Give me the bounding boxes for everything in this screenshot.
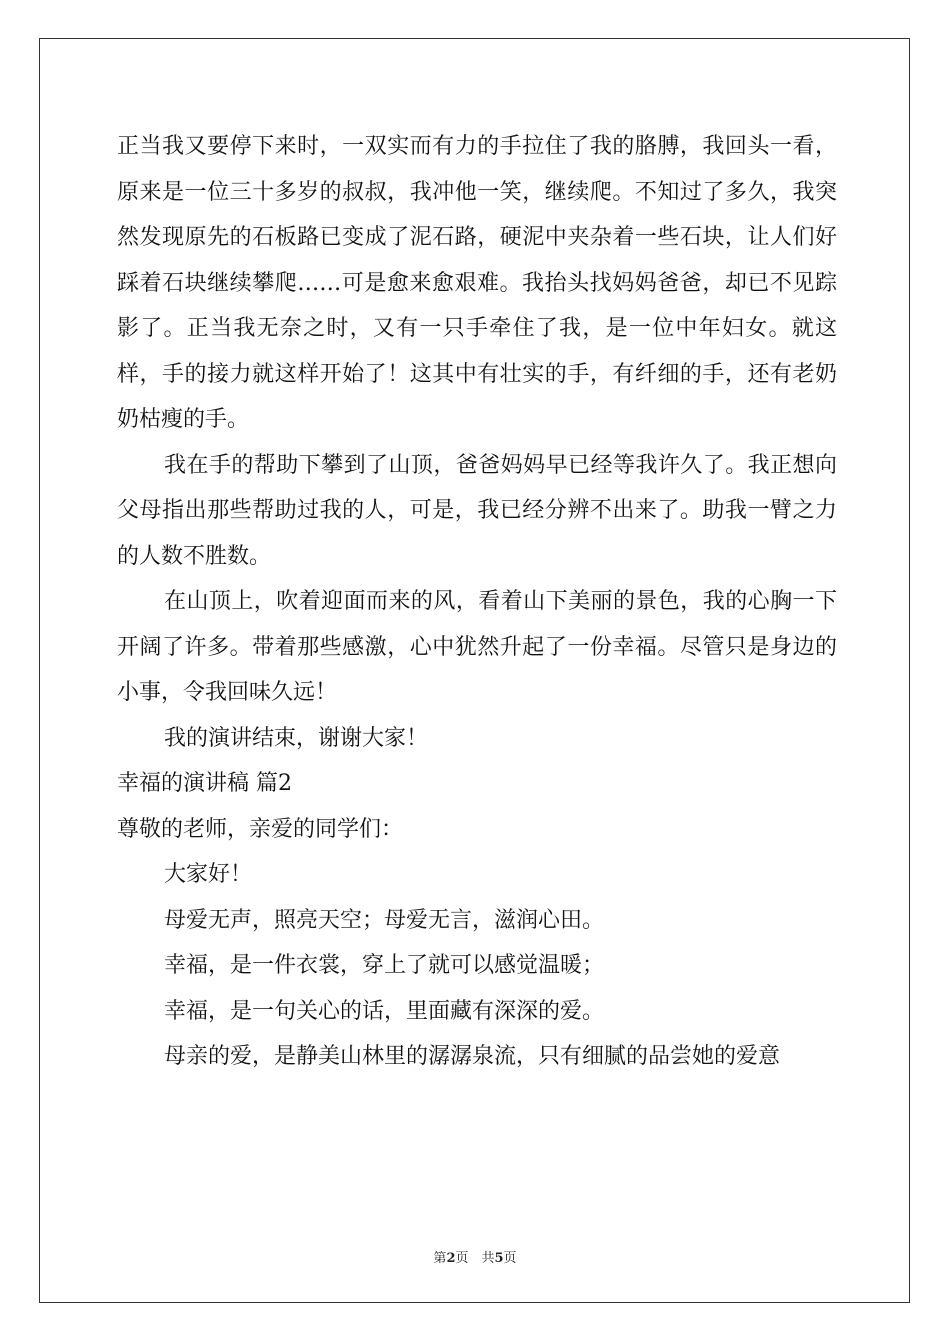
paragraph: 母亲的爱，是静美山林里的潺潺泉流，只有细腻的品尝她的爱意 (164, 1044, 781, 1069)
paragraph: 母爱无声，照亮天空；母爱无言，滋润心田。 (164, 907, 605, 933)
salutation: 尊敬的老师，亲爱的同学们： (117, 816, 404, 842)
paragraph: 在山顶上，吹着迎面而来的风，看着山下美丽的景色，我的心胸一下开阔了许多。带着那些感激，心中犹然升起了一份幸福。尽管只是身边的小事，令我回味久远！ (117, 589, 837, 705)
greeting: 大家好！ (164, 862, 253, 887)
page-footer (0, 1247, 950, 1266)
paragraph: 幸福，是一件衣裳，穿上了就可以感觉温暖； (164, 953, 605, 978)
page-suffix: 页 (503, 1251, 517, 1266)
page-total: 5 (494, 1251, 504, 1266)
paragraph: 正当我又要停下来时，一双实而有力的手拉住了我的胳膊，我回头一看，原来是一位三十多岁的叔叔，我冲他一笑，继续爬。不知过了多久，我突然发现原先的石板路已变成了泥石路，硬泥中夹杂着一些石块，让人们好踩着石块继续攀爬……可是愈来愈艰难。我抬头找妈妈爸爸，却已不见踪影了。正当我无奈之时，又有一只手牵住了我，是一位中年妇女。就这样，手的接力就这样开始了！这其中有壮实的手，有纤细的手，还有老奶奶枯瘦的手。 (117, 134, 837, 432)
page-current: 2 (446, 1251, 456, 1266)
paragraph: 我在手的帮助下攀到了山顶，爸爸妈妈早已经等我许久了。我正想向父母指出那些帮助过我的人，可是，我已经分辨不出来了。助我一臂之力的人数不胜数。 (117, 452, 837, 569)
section-heading: 幸福的演讲稿 篇2 (117, 771, 292, 796)
document-body (117, 124, 837, 1080)
page-prefix: 第 (433, 1251, 447, 1266)
closing-line: 我的演讲结束，谢谢大家！ (164, 725, 429, 751)
paragraph: 幸福，是一句关心的话，里面藏有深深的爱。 (164, 998, 605, 1024)
page-mid: 页 共 (455, 1251, 495, 1266)
